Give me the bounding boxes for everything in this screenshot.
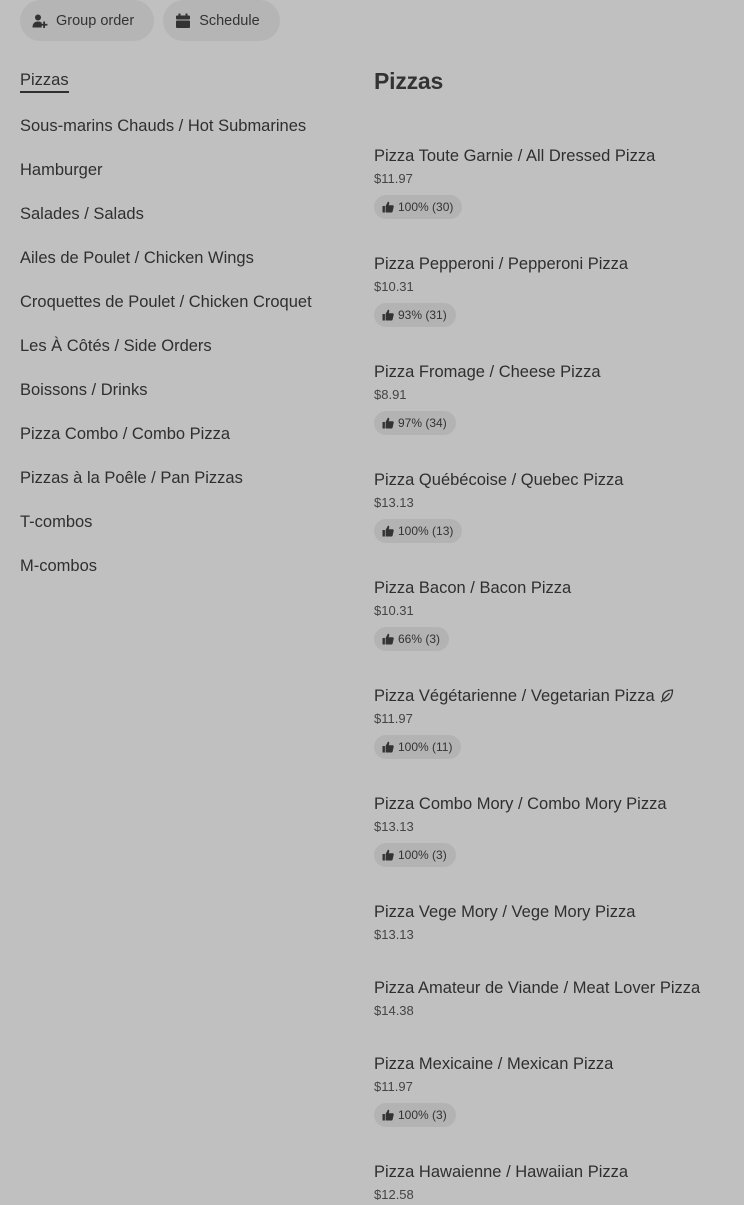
menu-item-price: $8.91 <box>374 387 407 402</box>
thumbs-up-icon <box>382 633 394 645</box>
sidebar-category-label: Sous-marins Chauds / Hot Submarines <box>20 116 307 135</box>
sidebar-category-item[interactable] <box>20 60 350 104</box>
menu-item[interactable] <box>374 576 730 651</box>
menu-item-name <box>374 1052 730 1076</box>
rating-badge <box>374 195 462 219</box>
menu-item-price: $11.97 <box>374 171 413 186</box>
group-order-button[interactable] <box>20 0 154 41</box>
rating-text: 93% (31) <box>398 308 447 322</box>
menu-item[interactable] <box>374 252 730 327</box>
menu-item-name <box>374 684 730 708</box>
menu-item[interactable] <box>374 976 730 1021</box>
sidebar-category-item[interactable] <box>20 192 350 236</box>
sidebar-category-label: Pizza Combo / Combo Pizza <box>20 424 230 443</box>
sidebar-category-label: Boissons / Drinks <box>20 380 148 399</box>
menu-section <box>374 64 730 1202</box>
menu-item-price: $14.38 <box>374 1003 414 1018</box>
sidebar-category-label: Salades / Salads <box>20 204 144 223</box>
menu-item-name-text: Pizza Hawaienne / Hawaiian Pizza <box>374 1163 629 1181</box>
sidebar-category-item[interactable] <box>20 324 350 368</box>
rating-text: 97% (34) <box>398 416 447 430</box>
sidebar-category-item[interactable] <box>20 544 350 588</box>
sidebar-category-item[interactable] <box>20 456 350 500</box>
thumbs-up-icon <box>382 1109 394 1121</box>
sidebar-category-label: M-combos <box>20 556 98 575</box>
sidebar-category-item[interactable] <box>20 104 350 148</box>
category-sidebar <box>20 60 350 588</box>
thumbs-up-icon <box>382 201 394 213</box>
menu-item-price: $13.13 <box>374 819 414 834</box>
add-person-icon <box>32 13 48 29</box>
rating-badge <box>374 843 456 867</box>
menu-item-price: $11.97 <box>374 711 413 726</box>
menu-item-price: $13.13 <box>374 495 414 510</box>
sidebar-category-label: T-combos <box>20 512 93 531</box>
menu-item-name-text: Pizza Combo Mory / Combo Mory Pizza <box>374 795 667 813</box>
sidebar-category-label: Pizzas <box>20 71 69 93</box>
menu-item[interactable] <box>374 144 730 219</box>
sidebar-category-item[interactable] <box>20 236 350 280</box>
toolbar <box>20 0 280 41</box>
rating-badge <box>374 411 456 435</box>
sidebar-category-item[interactable] <box>20 412 350 456</box>
menu-item[interactable] <box>374 792 730 867</box>
menu-item-name-text: Pizza Amateur de Viande / Meat Lover Pizza <box>374 979 701 997</box>
menu-item-price: $11.97 <box>374 1079 413 1094</box>
menu-item-price: $10.31 <box>374 279 414 294</box>
sidebar-category-label: Croquettes de Poulet / Chicken Croquet <box>20 292 312 311</box>
menu-item-name-text: Pizza Mexicaine / Mexican Pizza <box>374 1055 614 1073</box>
menu-item-name <box>374 144 730 168</box>
menu-item-name <box>374 360 730 384</box>
sidebar-category-label: Pizzas à la Poêle / Pan Pizzas <box>20 468 243 487</box>
menu-item-name-text: Pizza Bacon / Bacon Pizza <box>374 579 572 597</box>
rating-text: 100% (30) <box>398 200 454 214</box>
menu-item-name <box>374 792 730 816</box>
menu-item-name <box>374 576 730 600</box>
menu-item-name-text: Pizza Vege Mory / Vege Mory Pizza <box>374 903 636 921</box>
sidebar-category-item[interactable] <box>20 500 350 544</box>
menu-item-name-text: Pizza Toute Garnie / All Dressed Pizza <box>374 147 656 165</box>
menu-item-price: $10.31 <box>374 603 414 618</box>
schedule-button[interactable] <box>163 0 279 41</box>
menu-item-name <box>374 900 730 924</box>
menu-item-name-text: Pizza Pepperoni / Pepperoni Pizza <box>374 255 629 273</box>
menu-item[interactable] <box>374 900 730 945</box>
menu-item-name <box>374 976 730 1000</box>
menu-item-name-text: Pizza Végétarienne / Vegetarian Pizza <box>374 687 655 705</box>
rating-badge <box>374 519 462 543</box>
sidebar-category-label: Hamburger <box>20 160 103 179</box>
rating-text: 100% (3) <box>398 848 447 862</box>
menu-item[interactable] <box>374 468 730 543</box>
rating-text: 66% (3) <box>398 632 441 646</box>
thumbs-up-icon <box>382 525 394 537</box>
rating-badge <box>374 303 456 327</box>
rating-badge <box>374 735 461 759</box>
menu-item[interactable] <box>374 1160 730 1205</box>
leaf-icon <box>660 689 674 703</box>
schedule-label: Schedule <box>199 12 260 29</box>
menu-item-name <box>374 468 730 492</box>
rating-text: 100% (3) <box>398 1108 447 1122</box>
menu-item-name <box>374 252 730 276</box>
thumbs-up-icon <box>382 741 394 753</box>
sidebar-category-item[interactable] <box>20 280 350 324</box>
thumbs-up-icon <box>382 417 394 429</box>
sidebar-category-label: Les À Côtés / Side Orders <box>20 336 212 355</box>
rating-badge <box>374 1103 456 1127</box>
rating-badge <box>374 627 449 651</box>
menu-item[interactable] <box>374 684 730 759</box>
menu-item[interactable] <box>374 1052 730 1127</box>
menu-item-price: $13.13 <box>374 927 414 942</box>
menu-item-price: $12.58 <box>374 1187 414 1202</box>
rating-text: 100% (13) <box>398 524 454 538</box>
thumbs-up-icon <box>382 849 394 861</box>
menu-item-name-text: Pizza Fromage / Cheese Pizza <box>374 363 601 381</box>
rating-text: 100% (11) <box>398 740 453 754</box>
section-title: Pizzas <box>374 68 444 94</box>
menu-item-name-text: Pizza Québécoise / Quebec Pizza <box>374 471 624 489</box>
sidebar-category-label: Ailes de Poulet / Chicken Wings <box>20 248 254 267</box>
menu-item-name <box>374 1160 730 1184</box>
calendar-icon <box>175 13 191 29</box>
group-order-label: Group order <box>56 12 135 29</box>
sidebar-category-item[interactable] <box>20 368 350 412</box>
menu-item[interactable] <box>374 360 730 435</box>
thumbs-up-icon <box>382 309 394 321</box>
sidebar-category-item[interactable] <box>20 148 350 192</box>
